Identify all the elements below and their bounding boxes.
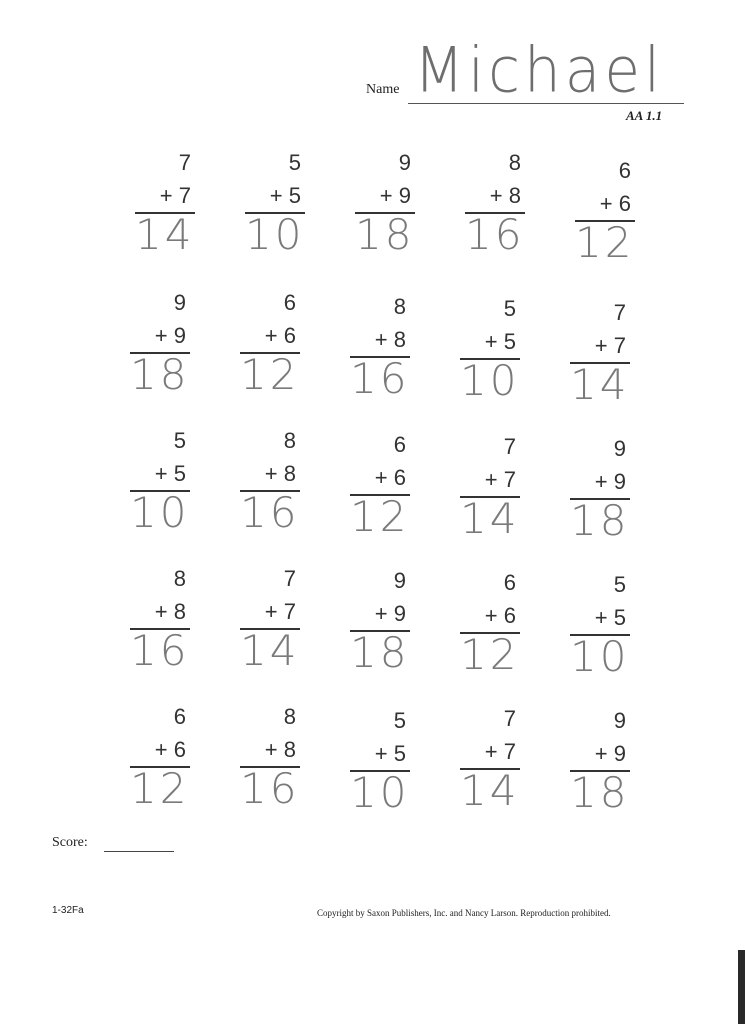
addend-bottom: + 9 [374,601,406,626]
handwritten-answer: 18 [350,628,410,677]
handwritten-answer: 14 [240,626,300,675]
addend-bottom: + 8 [154,599,186,624]
addend-bottom: + 6 [154,737,186,762]
addend-top: 6 [618,158,631,183]
copyright-notice: Copyright by Saxon Publishers, Inc. and Nancy Larson. Reproduction prohibited. [317,908,611,918]
addend-bottom: + 7 [159,183,191,208]
addition-problem [460,570,520,680]
handwritten-answer: 18 [570,768,630,817]
addend-bottom: + 5 [154,461,186,486]
addition-problem [350,568,410,678]
handwritten-answer: 14 [460,494,520,543]
addend-bottom: + 5 [484,329,516,354]
addend-bottom: + 9 [379,183,411,208]
addend-top: 6 [503,570,516,595]
addition-problem [240,704,300,814]
addend-top: 9 [393,568,406,593]
addend-bottom: + 8 [264,737,296,762]
handwritten-answer: 16 [240,764,300,813]
handwritten-answer: 10 [130,488,190,537]
addend-bottom: + 6 [484,603,516,628]
addend-top: 6 [393,432,406,457]
handwritten-answer: 16 [465,210,525,259]
addition-problem [240,290,300,400]
addition-problem [570,708,630,818]
addend-bottom: + 6 [599,191,631,216]
addition-problem [135,150,195,260]
addition-problem [240,566,300,676]
addend-top: 5 [393,708,406,733]
addition-problem [130,428,190,538]
addend-top: 8 [508,150,521,175]
score-label: Score: [52,835,88,850]
handwritten-answer: 12 [130,764,190,813]
addend-top: 9 [613,708,626,733]
addend-bottom: + 9 [594,741,626,766]
addend-top: 8 [173,566,186,591]
handwritten-answer: 18 [355,210,415,259]
addend-top: 7 [613,300,626,325]
addition-problem [465,150,525,260]
scan-edge-mark [738,950,745,1024]
addition-problem [130,566,190,676]
addend-top: 5 [288,150,301,175]
addend-top: 6 [283,290,296,315]
addend-top: 9 [613,436,626,461]
handwritten-answer: 12 [575,218,635,267]
addition-problem [570,300,630,410]
handwritten-answer: 10 [460,356,520,405]
handwritten-answer: 18 [130,350,190,399]
handwritten-answer: 10 [245,210,305,259]
addend-top: 9 [173,290,186,315]
addend-bottom: + 7 [594,333,626,358]
addend-top: 9 [398,150,411,175]
handwritten-answer: 16 [350,354,410,403]
addend-top: 7 [178,150,191,175]
addition-problem [570,572,630,682]
handwritten-answer: 14 [135,210,195,259]
addend-bottom: + 8 [489,183,521,208]
addend-bottom: + 7 [484,467,516,492]
addition-problem [460,296,520,406]
addend-top: 5 [173,428,186,453]
addend-bottom: + 9 [594,469,626,494]
addend-top: 6 [173,704,186,729]
form-code: 1-32Fa [52,905,84,916]
addition-problem [460,434,520,544]
handwritten-answer: 12 [460,630,520,679]
addition-problem [350,432,410,542]
addend-top: 5 [503,296,516,321]
handwritten-answer: 10 [570,632,630,681]
addend-bottom: + 8 [374,327,406,352]
addend-top: 7 [503,706,516,731]
student-name-handwritten: Michael [414,33,665,107]
addition-problem [130,290,190,400]
addend-top: 8 [393,294,406,319]
score-line [104,851,174,852]
sheet-code: AA 1.1 [626,108,663,123]
addition-problem [355,150,415,260]
handwritten-answer: 18 [570,496,630,545]
addend-bottom: + 9 [154,323,186,348]
addend-top: 7 [503,434,516,459]
addition-problem [245,150,305,260]
addend-bottom: + 5 [594,605,626,630]
handwritten-answer: 12 [240,350,300,399]
handwritten-answer: 16 [240,488,300,537]
addition-problem [350,294,410,404]
addition-problem [240,428,300,538]
addition-problem [350,708,410,818]
handwritten-answer: 14 [570,360,630,409]
addend-bottom: + 5 [374,741,406,766]
addend-bottom: + 7 [264,599,296,624]
addition-problem [460,706,520,816]
addend-bottom: + 6 [374,465,406,490]
addend-top: 5 [613,572,626,597]
addition-problem [575,158,635,268]
addend-bottom: + 8 [264,461,296,486]
addition-problem [130,704,190,814]
handwritten-answer: 16 [130,626,190,675]
name-label: Name [366,82,400,97]
addend-bottom: + 5 [269,183,301,208]
addend-bottom: + 7 [484,739,516,764]
handwritten-answer: 12 [350,492,410,541]
handwritten-answer: 14 [460,766,520,815]
addend-top: 7 [283,566,296,591]
addend-top: 8 [283,704,296,729]
addend-top: 8 [283,428,296,453]
addend-bottom: + 6 [264,323,296,348]
addition-problem [570,436,630,546]
handwritten-answer: 10 [350,768,410,817]
